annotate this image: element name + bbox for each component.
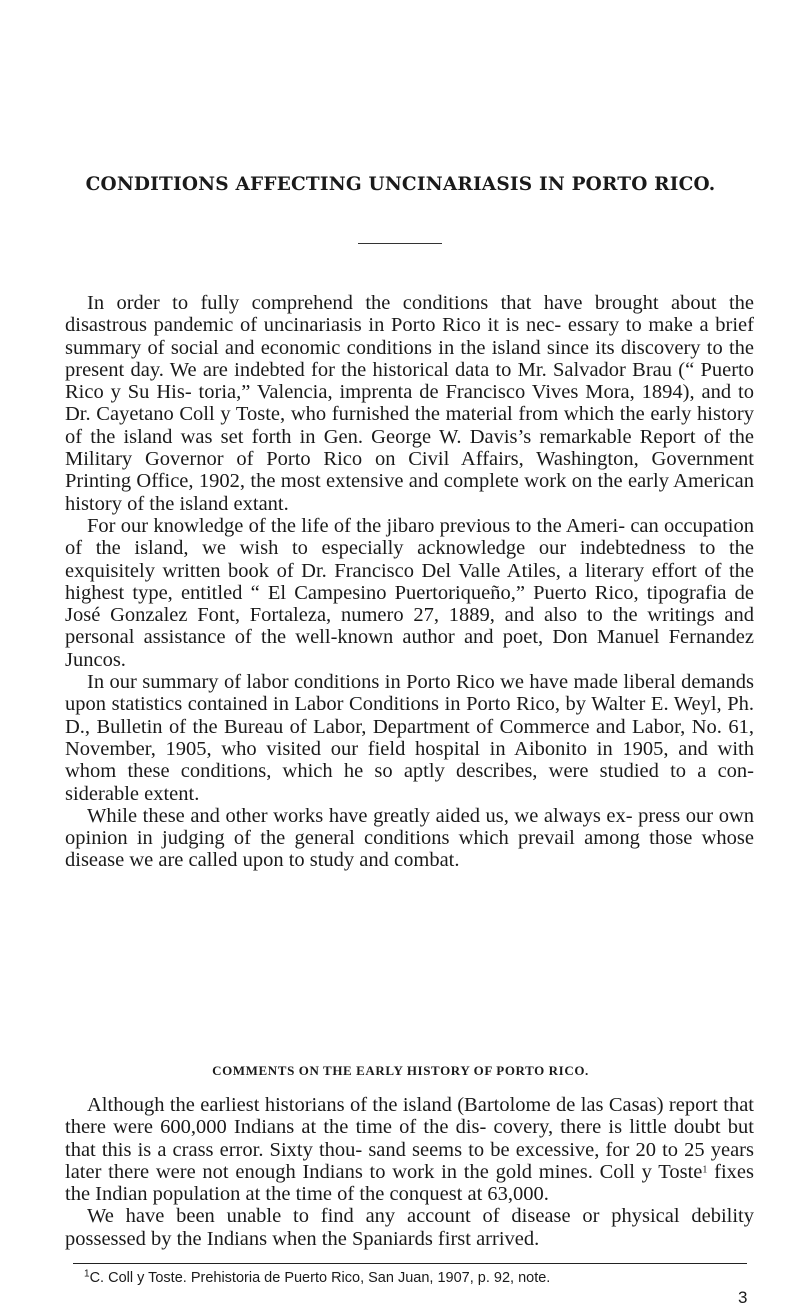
footnote-marker: 1 — [84, 1268, 90, 1280]
footnote — [84, 1270, 754, 1286]
page-title: CONDITIONS AFFECTING UNCINARIASIS IN PORTO RICO. — [85, 174, 716, 195]
paragraph-text: fixes the Indian population at the time of the conquest at 63,000. — [65, 1160, 754, 1206]
paragraph-text: Although the earliest historians of the island (Bartolome de las Casas) report that there were 600,000 Indians at the time of the dis- covery, there is little doubt but that this is a crass error. Sixty thou- sand seems to be excessive, for 20 to 25 years later there were not enough Indians to work in the gold mines. Coll y Toste — [65, 1094, 754, 1183]
title-rule — [358, 243, 442, 244]
paragraph — [65, 1094, 754, 1205]
section-text — [65, 1094, 754, 1250]
footnote-text: C. Coll y Toste. Prehistoria de Puerto Rico, San Juan, 1907, p. 92, note. — [89, 1270, 551, 1286]
paragraph: For our knowledge of the life of the jibaro previous to the Ameri- can occupation of the island, we wish to especially acknowledge our indebtedness to the exquisitely written book of Dr. Francisco Del Valle Atiles, a literary effort of the highest type, entitled “ El Campesino Puertoriqueño,” Puerto Rico, tipografia de José Gonzalez Font, Fortaleza, numero 27, 1889, and also to the writings and personal assistance of the well-known author and poet, Don Manuel Fernandez Juncos. — [65, 514, 754, 671]
section-heading: COMMENTS ON THE EARLY HISTORY OF PORTO RICO. — [212, 1063, 589, 1078]
footnote-rule — [73, 1263, 747, 1264]
paragraph: In our summary of labor conditions in Porto Rico we have made liberal demands upon statistics contained in Labor Conditions in Porto Rico, by Walter E. Weyl, Ph. D., Bulletin of the Bureau of Labor, Department of Commerce and Labor, No. 61, November, 1905, who visited our field hospital in Aibonito in 1905, and with whom these conditions, which he so aptly describes, were studied to a con- siderable extent. — [65, 671, 754, 805]
intro-text — [65, 292, 754, 872]
footnote-reference: 1 — [702, 1164, 708, 1176]
paragraph: We have been unable to find any account of disease or physical debility possessed by the Indians when the Spaniards first arrived. — [65, 1205, 754, 1250]
page-number: 3 — [738, 1288, 748, 1307]
paragraph: While these and other works have greatly aided us, we always ex- press our own opinion in judging of the general conditions which prevail among those whose disease we are called upon to study and combat. — [65, 804, 754, 872]
paragraph: In order to fully comprehend the conditions that have brought about the disastrous pandemic of uncinariasis in Porto Rico it is nec- essary to make a brief summary of social and economic conditions in the island since its discovery to the present day. We are indebted for the historical data to Mr. Salvador Brau (“ Puerto Rico y Su His- toria,” Valencia, imprenta de Francisco Vives Mora, 1894), and to Dr. Cayetano Coll y Toste, who furnished the material from which the early history of the island was set forth in Gen. George W. Davis’s remarkable Report of the Military Governor of Porto Rico on Civil Affairs, Washington, Government Printing Office, 1902, the most extensive and complete work on the early American history of the island extant. — [65, 292, 754, 515]
